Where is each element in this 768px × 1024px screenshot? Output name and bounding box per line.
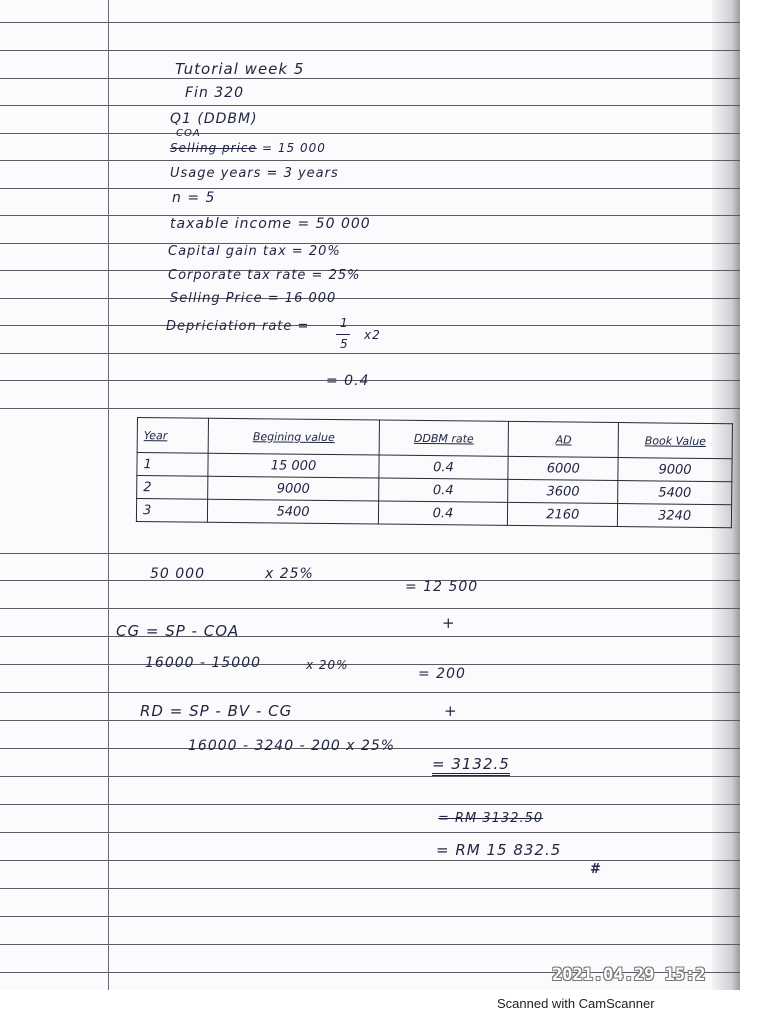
ruled-line	[0, 692, 740, 693]
cell-ddbm-rate: 0.4	[378, 455, 508, 479]
recaptured-depreciation-expression: 16000 - 3240 - 200 x 25%	[188, 738, 396, 754]
header-ad: AD	[509, 421, 619, 457]
cell-ddbm-rate: 0.4	[378, 478, 508, 502]
capital-gain-expression: 16000 - 15000	[145, 655, 262, 671]
cell-ad: 6000	[508, 456, 618, 480]
ruled-line	[0, 160, 740, 161]
cell-book-value: 3240	[618, 504, 732, 528]
selling-price: Selling Price = 16 000	[170, 291, 337, 306]
cell-beginning-value: 5400	[208, 499, 378, 524]
cell-year: 1	[137, 453, 209, 477]
corporate-tax-rate: Corporate tax rate = 25%	[168, 268, 361, 283]
plus-sign: +	[442, 614, 456, 632]
scan-timestamp: 2021.04.29 15:2	[552, 965, 706, 985]
taxable-income: taxable income = 50 000	[170, 216, 371, 232]
cell-ad: 3600	[508, 479, 618, 503]
cell-ddbm-rate: 0.4	[378, 501, 508, 525]
ruled-line	[0, 105, 740, 106]
table-row	[136, 499, 731, 528]
ruled-line	[0, 608, 740, 609]
ruled-line	[0, 776, 740, 777]
depreciation-rate-label: Depriciation rate =	[166, 319, 310, 334]
final-answer-mark: #	[590, 862, 602, 877]
taxable-income-value: 50 000	[150, 566, 205, 582]
cell-book-value: 5400	[618, 481, 732, 505]
header-year: Year	[137, 418, 209, 454]
cell-ad: 2160	[508, 502, 618, 526]
cell-year: 2	[137, 476, 209, 500]
ruled-line	[0, 325, 740, 326]
ruled-line	[0, 720, 740, 721]
capital-gain-multiplier: x 20%	[306, 658, 349, 672]
cost-label-top: COA	[176, 128, 201, 139]
depreciation-rate-result: = 0.4	[326, 373, 370, 389]
corporate-tax-multiplier: x 25%	[265, 566, 314, 582]
ruled-line	[0, 298, 740, 299]
cost-label-struck: Selling price	[170, 141, 257, 155]
ruled-line	[0, 133, 740, 134]
question-label: Q1 (DDBM)	[170, 111, 258, 127]
ruled-line	[0, 22, 740, 23]
ddbm-schedule-table	[136, 417, 733, 528]
margin-line	[108, 0, 109, 990]
struck-total: = RM 3132.50	[438, 811, 544, 826]
capital-gain-formula: CG = SP - COA	[116, 622, 240, 640]
ruled-line	[0, 78, 740, 79]
course-code: Fin 320	[185, 85, 244, 101]
ruled-line	[0, 188, 740, 189]
ruled-line	[0, 553, 740, 554]
depreciation-rate-numerator: 1	[340, 316, 349, 330]
ruled-line	[0, 243, 740, 244]
cell-year: 3	[136, 499, 208, 523]
ruled-line	[0, 860, 740, 861]
fraction-bar	[336, 334, 350, 335]
ruled-line	[0, 50, 740, 51]
n-value: n = 5	[172, 190, 216, 206]
capital-gain-result: = 200	[418, 666, 466, 682]
ruled-line	[0, 664, 740, 665]
cost-value: = 15 000	[262, 141, 326, 155]
tutorial-title: Tutorial week 5	[175, 60, 305, 78]
ruled-line	[0, 636, 740, 637]
ruled-line	[0, 408, 740, 409]
ruled-line	[0, 353, 740, 354]
ruled-line	[0, 804, 740, 805]
header-book-value: Book Value	[618, 423, 732, 459]
ruled-line	[0, 832, 740, 833]
cell-book-value: 9000	[618, 458, 732, 482]
ruled-line	[0, 580, 740, 581]
cell-beginning-value: 15 000	[208, 453, 378, 478]
ruled-line	[0, 944, 740, 945]
ruled-line	[0, 888, 740, 889]
depreciation-rate-denominator: 5	[340, 337, 349, 351]
recaptured-depreciation-result: = 3132.5	[432, 755, 510, 776]
header-beginning-value: Begining value	[209, 418, 379, 455]
camscanner-watermark: Scanned with CamScanner	[497, 996, 655, 1011]
cell-beginning-value: 9000	[208, 476, 378, 501]
capital-gain-tax: Capital gain tax = 20%	[168, 244, 341, 259]
usage-years: Usage years = 3 years	[170, 166, 339, 181]
ruled-line	[0, 270, 740, 271]
ruled-line	[0, 916, 740, 917]
income-tax-result: = 12 500	[405, 579, 479, 595]
plus-sign: +	[444, 702, 458, 720]
ruled-line	[0, 380, 740, 381]
final-total: = RM 15 832.5	[436, 841, 562, 859]
header-ddbm-rate: DDBM rate	[379, 420, 509, 456]
recaptured-depreciation-formula: RD = SP - BV - CG	[140, 702, 293, 720]
depreciation-rate-multiplier: x2	[364, 328, 381, 342]
